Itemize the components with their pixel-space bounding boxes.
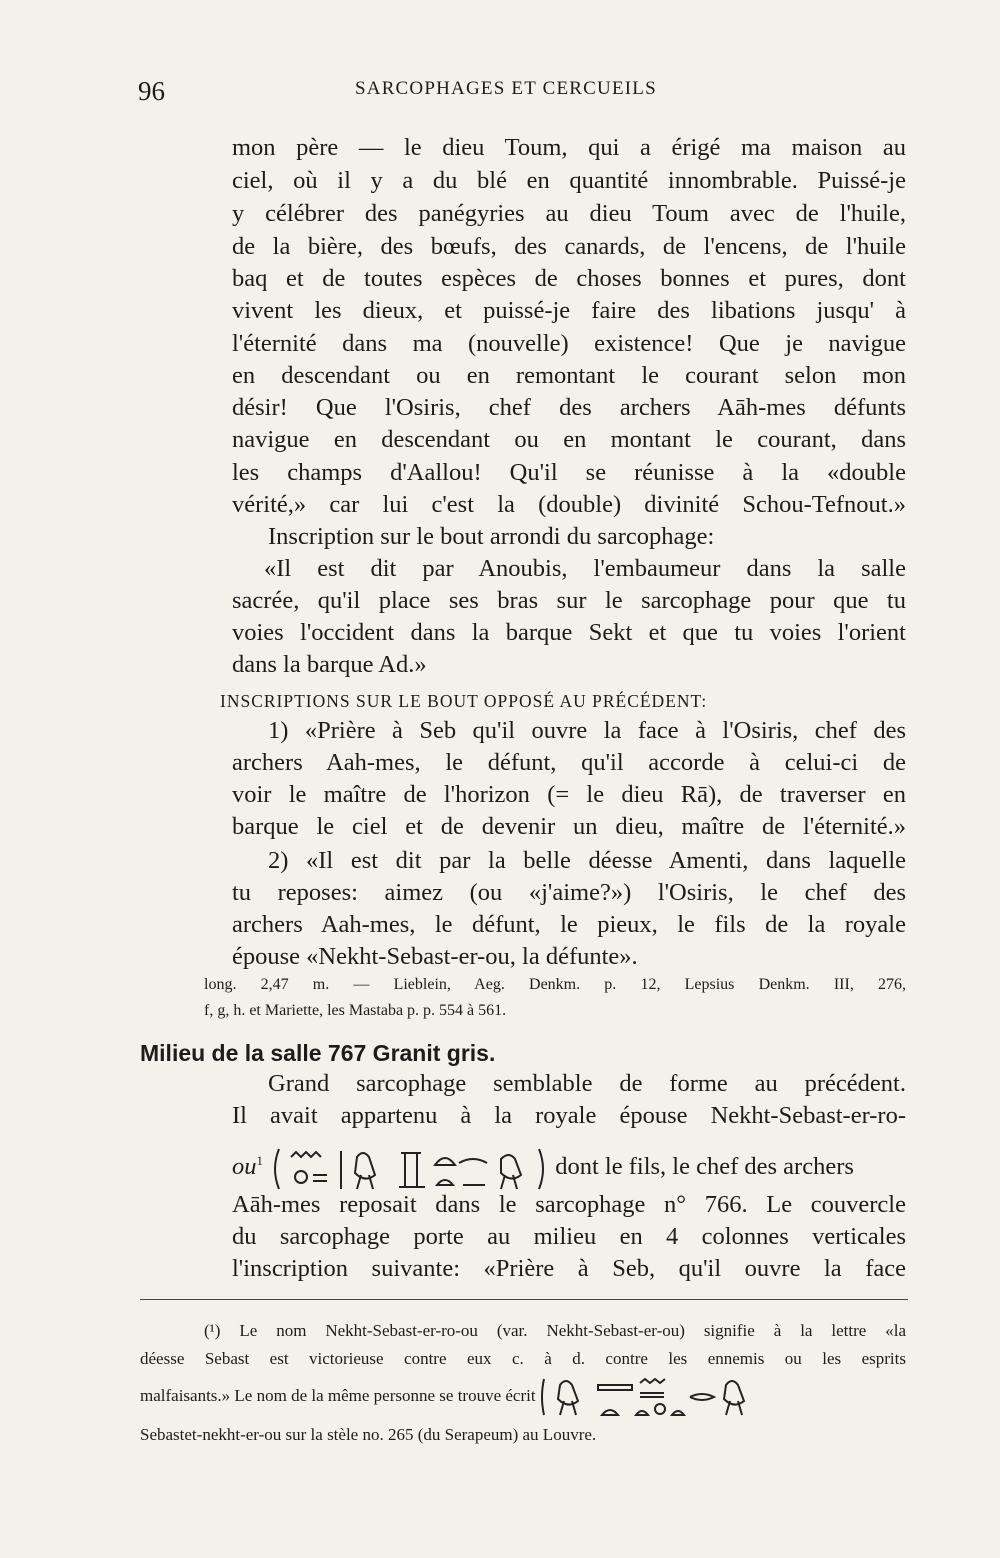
text-line: sacrée, qu'il place ses bras sur le sarcophage pour que tu — [232, 587, 906, 614]
text-line: vivent les dieux, et puissé-je faire des libations jusqu' à — [232, 297, 906, 324]
text-line: tu reposes: aimez (ou «j'aime?») l'Osiris, le chef des — [232, 879, 906, 906]
text-line: barque le ciel et de devenir un dieu, maître de l'éternité.» — [232, 813, 906, 840]
text-line: Grand sarcophage semblable de forme au précédent. — [268, 1070, 906, 1097]
footnote-line-with-glyphs — [140, 1372, 780, 1420]
footnote-line: déesse Sebast est victorieuse contre eux c. à d. contre les ennemis ou les esprits — [140, 1349, 906, 1368]
text-line: vérité,» car lui c'est la (double) divinité Schou-Tefnout.» — [232, 491, 906, 518]
name-fragment: ou — [232, 1153, 257, 1181]
text-line: Inscription sur le bout arrondi du sarcophage: — [268, 523, 715, 550]
text-line: Il avait appartenu à la royale épouse Nekht-Sebast-er-ro- — [232, 1102, 906, 1129]
text-line: «Il est dit par Anoubis, l'embaumeur dans la salle — [264, 555, 906, 582]
entry-heading: Milieu de la salle 767 Granit gris. — [140, 1040, 496, 1066]
footnote-line: Sebastet-nekht-er-ou sur la stèle no. 265 (du Serapeum) au Louvre. — [140, 1425, 597, 1444]
footnote-rule — [140, 1299, 908, 1300]
text-line: voir le maître de l'horizon (= le dieu Rā), de traverser en — [232, 781, 906, 808]
text-line: baq et de toutes espèces de choses bonnes et pures, dont — [232, 265, 906, 292]
hieroglyph-cartouche-icon — [269, 1145, 549, 1193]
text-line: ciel, où il y a du blé en quantité innombrable. Puissé-je — [232, 167, 906, 194]
text-line: désir! Que l'Osiris, chef des archers Aāh-mes défunts — [232, 394, 906, 421]
text-line: 2) «Il est dit par la belle déesse Amenti, dans laquelle — [268, 847, 906, 874]
text-line: navigue en descendant ou en montant le courant, dans — [232, 426, 906, 453]
text-line: les champs d'Aallou! Qu'il se réunisse à la «double — [232, 459, 906, 486]
text-line: l'inscription suivante: «Prière à Seb, qu'il ouvre la face — [232, 1255, 906, 1282]
text-fragment: dont le fils, le chef des archers — [555, 1153, 854, 1181]
section-heading: INSCRIPTIONS SUR LE BOUT OPPOSÉ AU PRÉCÉDENT: — [220, 691, 708, 711]
running-head: SARCOPHAGES ET CERCUEILS — [355, 78, 657, 99]
footnote-marker: 1 — [256, 1153, 263, 1168]
text-line: 1) «Prière à Seb qu'il ouvre la face à l'Osiris, chef des — [268, 717, 906, 744]
text-line: épouse «Nekht-Sebast-er-ou, la défunte». — [232, 943, 638, 970]
text-line: y célébrer des panégyries au dieu Toum avec de l'huile, — [232, 200, 906, 227]
reference-line: f, g, h. et Mariette, les Mastaba p. p. 554 à 561. — [204, 1002, 507, 1019]
reference-line: long. 2,47 m. — Lieblein, Aeg. Denkm. p. 12, Lepsius Denkm. III, 276, — [204, 976, 906, 993]
text-line: du sarcophage porte au milieu en 4 colonnes verticales — [232, 1223, 906, 1250]
text-line: de la bière, des bœufs, des canards, de l'encens, de l'huile — [232, 233, 906, 260]
text-line: archers Aah-mes, le défunt, qu'il accorde à celui-ci de — [232, 749, 906, 776]
text-line: l'éternité dans ma (nouvelle) existence! Que je navigue — [232, 330, 906, 357]
text-line: Aāh-mes reposait dans le sarcophage n° 766. Le couvercle — [232, 1191, 906, 1218]
hieroglyph-group-icon — [540, 1375, 780, 1419]
text-fragment: malfaisants.» Le nom de la même personne se trouve écrit — [140, 1386, 536, 1405]
text-line-with-glyphs — [232, 1136, 854, 1186]
text-line: dans la barque Ad.» — [232, 651, 427, 678]
text-line: voies l'occident dans la barque Sekt et que tu voies l'orient — [232, 619, 906, 646]
text-line: archers Aah-mes, le défunt, le pieux, le fils de la royale — [232, 911, 906, 938]
text-line: mon père — le dieu Toum, qui a érigé ma maison au — [232, 134, 906, 161]
text-line: en descendant ou en remontant le courant selon mon — [232, 362, 906, 389]
footnote-line: (¹) Le nom Nekht-Sebast-er-ro-ou (var. Nekht-Sebast-er-ou) signifie à la lettre «la — [204, 1321, 906, 1340]
page-number: 96 — [138, 76, 165, 106]
